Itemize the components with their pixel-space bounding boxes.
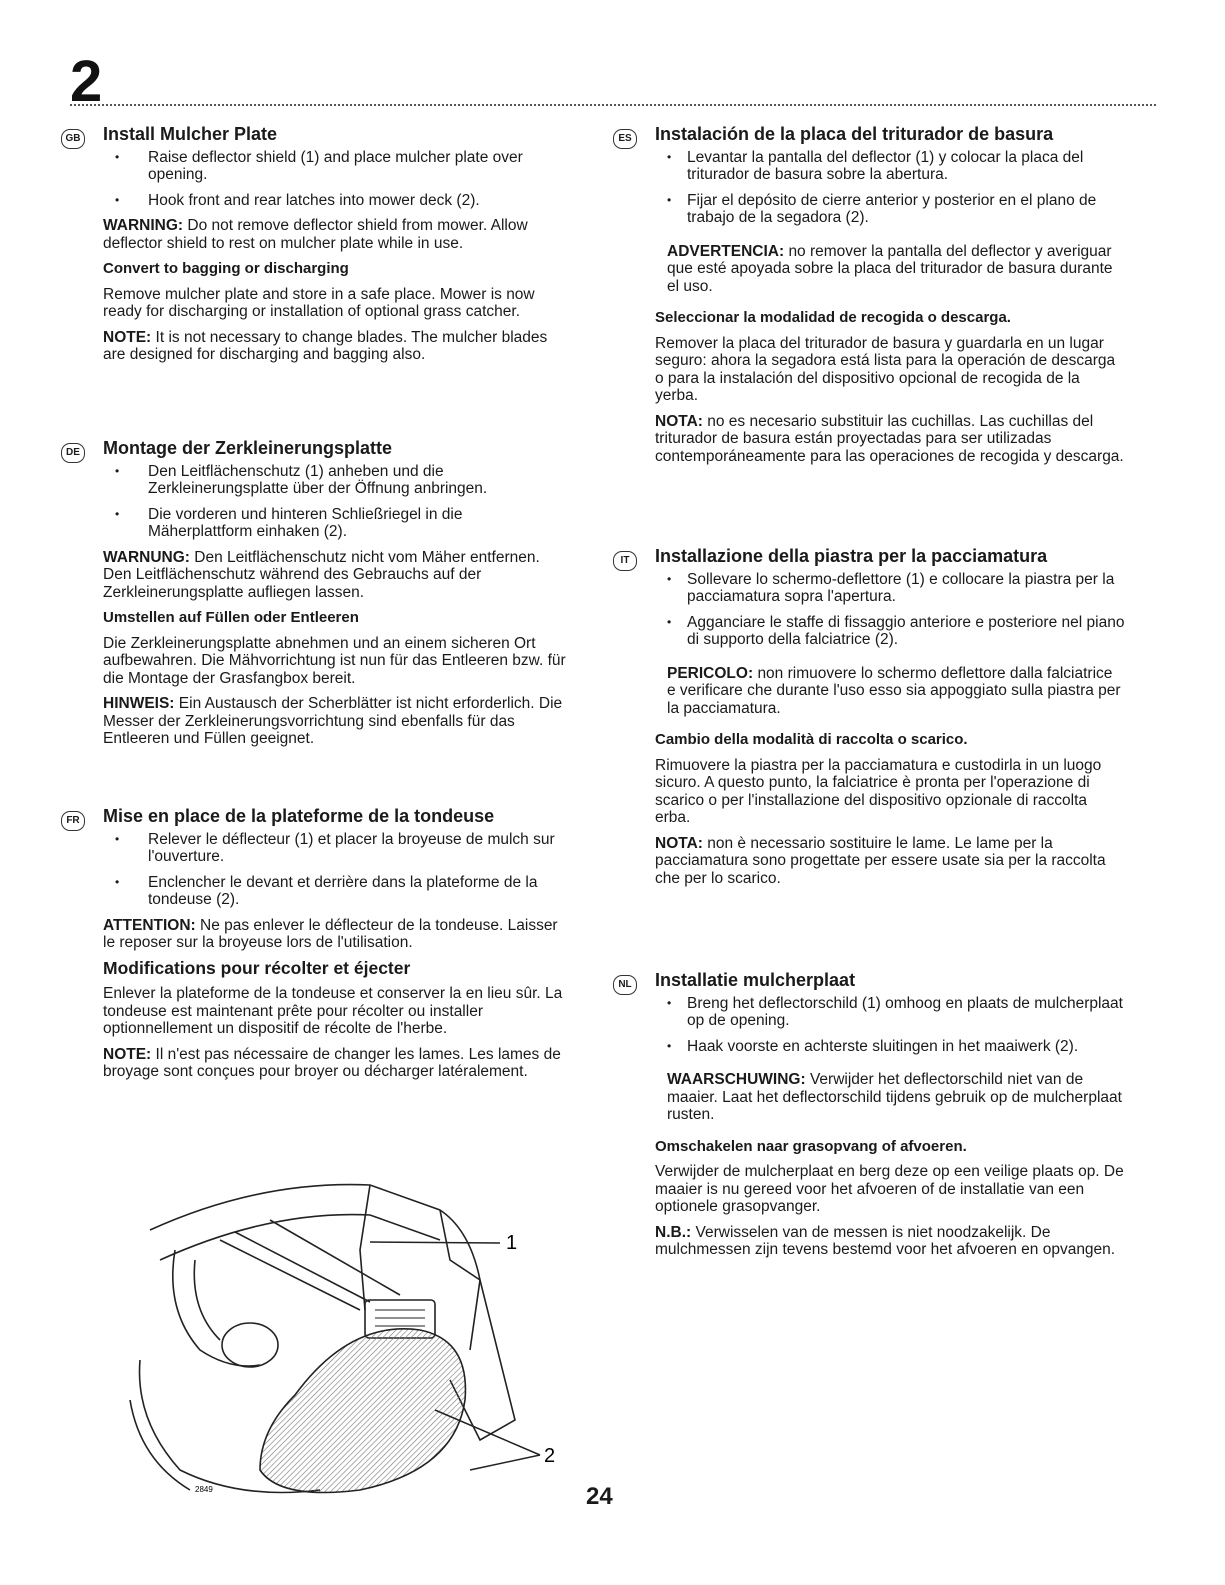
list-item: • Levantar la pantalla del deflector (1) y colocar la placa del triturador de basura sobre la abertura.: [655, 149, 1125, 184]
body-paragraph: Remover la placa del triturador de basura y guardarla en un lugar seguro: ahora la segadora está lista para la operación de descarga o para la instalación del dispositivo opcional de recogida de la yerba.: [655, 334, 1116, 404]
warning-text: non rimuovere lo schermo deflettore dalla falciatrice e verificare che durante l'uso esso sia appoggiato sulla piastra per la pacciamatura.: [667, 664, 1121, 717]
figure-code: 2849: [195, 1485, 213, 1494]
subsection-title: Omschakelen naar grasopvang of afvoeren.: [655, 1137, 967, 1155]
warning-text: Den Leitflächenschutz nicht vom Mäher entfernen. Den Leitflächenschutz während des Gebrauchs auf der Zerkleinerungsplatte aufliegen lassen.: [103, 548, 540, 601]
subsection-title: Modifications pour récolter et éjecter: [103, 957, 411, 978]
body-paragraph: Enlever la plateforme de la tondeuse et conserver la en lieu sûr. La tondeuse est maintenant prête pour récolter ou installer optionnellement un dispositif de récolte de l'herbe.: [103, 985, 563, 1037]
body-paragraph: Rimuovere la piastra per la pacciamatura e custodirla in un luogo sicuro. A questo punto, la falciatrice è pronta per l'operazione di scarico o per l'installazione del dispositivo opzionale di raccolta erba.: [655, 756, 1102, 826]
subsection-title: Cambio della modalità di raccolta o scarico.: [655, 731, 968, 748]
note-paragraph: [103, 1046, 571, 1081]
mulcher-plate-illustration: [120, 1170, 590, 1510]
subsection-title: Umstellen auf Füllen oder Entleeren: [103, 609, 359, 626]
section-title: Installatie mulcherplaat: [655, 970, 856, 990]
warning-label: WARNING:: [103, 217, 184, 234]
note-paragraph: [655, 835, 1125, 888]
list-item: • Breng het deflectorschild (1) omhoog en plaats de mulcherplaat op de opening.: [655, 995, 1125, 1030]
header-rule: [70, 104, 1156, 106]
callout-line-1: [370, 1242, 500, 1243]
note-paragraph: [103, 329, 571, 364]
language-badge-gb: GB: [61, 129, 85, 149]
callout-label-2: 2: [544, 1445, 556, 1467]
note-label: NOTA:: [655, 412, 703, 430]
warning-paragraph: [655, 665, 1125, 718]
section-de: [66, 438, 571, 756]
note-label: NOTE:: [103, 328, 152, 346]
mulcher-plate-shape: [260, 1329, 465, 1493]
list-item: • Fijar el depósito de cierre anterior y posterior en el plano de trabajo de la segadora (2).: [655, 192, 1125, 227]
language-badge-fr: FR: [61, 811, 85, 831]
section-title: Install Mulcher Plate: [103, 124, 278, 144]
section-title: Installazione della piastra per la pacciamatura: [655, 546, 1048, 566]
note-label: N.B.:: [655, 1223, 692, 1241]
section-title: Instalación de la placa del triturador de basura: [655, 124, 1054, 144]
note-paragraph: [655, 1224, 1125, 1259]
note-text: Ein Austausch der Scherblätter ist nicht erforderlich. Die Messer der Zerkleinerungsvorrichtung sind ebenfalls für das Entleeren und Füllen geeignet.: [103, 695, 563, 747]
section-gb: [65, 124, 571, 372]
note-text: Verwisselen van de messen is niet noodzakelijk. De mulchmessen zijn tevens bestemd voor het afvoeren en opvangen.: [655, 1223, 1116, 1258]
warning-text: no remover la pantalla del deflector y averiguar que esté apoyada sobre la placa del triturador de basura durante el uso.: [667, 242, 1113, 295]
language-badge-it: IT: [613, 551, 637, 571]
list-item: • Haak voorste en achterste sluitingen in het maaiwerk (2).: [655, 1038, 1125, 1056]
subsection-title: Seleccionar la modalidad de recogida o descarga.: [655, 309, 1011, 326]
section-es: [618, 124, 1125, 473]
language-badge-de: DE: [61, 443, 85, 463]
warning-text: Do not remove deflector shield from mower. Allow deflector shield to rest on mulcher plate while in use.: [103, 217, 528, 252]
list-item: • Die vorderen und hinteren Schließriegel in die Mäherplattform einhaken (2).: [103, 506, 571, 541]
list-item: • Agganciare le staffe di fissaggio anteriore e posteriore nel piano di supporto della falciatrice (2).: [655, 614, 1125, 649]
note-text: non è necessario sostituire le lame. Le lame per la pacciamatura sono progettate per essere usate sia per la raccolta che per lo scarico.: [655, 834, 1106, 887]
note-paragraph: [655, 413, 1125, 466]
warning-label: ADVERTENCIA:: [667, 242, 785, 260]
warning-paragraph: [103, 549, 571, 602]
section-title: Mise en place de la plateforme de la tondeuse: [103, 806, 495, 826]
body-paragraph: Remove mulcher plate and store in a safe place. Mower is now ready for discharging or installation of optional grass catcher.: [103, 285, 535, 320]
warning-paragraph: [655, 243, 1125, 296]
note-text: no es necesario substituir las cuchillas. Las cuchillas del triturador de basura están proyectadas para ser utilizadas contemporáneamente para las operaciones de recogida y descarga.: [655, 412, 1124, 465]
warning-label: ATTENTION:: [103, 916, 196, 934]
list-item: • Relever le déflecteur (1) et placer la broyeuse de mulch sur l'ouverture.: [103, 831, 571, 866]
list-item: • Raise deflector shield (1) and place mulcher plate over opening.: [103, 149, 571, 184]
warning-paragraph: [103, 917, 571, 952]
note-label: HINWEIS:: [103, 695, 175, 712]
note-paragraph: [103, 695, 571, 748]
section-it: [620, 546, 1125, 895]
section-title: Montage der Zerkleinerungsplatte: [103, 438, 393, 458]
warning-label: WARNUNG:: [103, 548, 190, 566]
body-paragraph: Die Zerkleinerungsplatte abnehmen und an einem sicheren Ort aufbewahren. Die Mähvorrichtung ist nun für das Entleeren bzw. für die Montage der Grasfangbox bereit.: [103, 634, 566, 687]
page-number: 24: [586, 1483, 613, 1510]
warning-label: PERICOLO:: [667, 664, 754, 682]
language-badge-es: ES: [613, 129, 637, 149]
language-badge-nl: NL: [613, 975, 637, 995]
subsection-title: Convert to bagging or discharging: [103, 260, 349, 277]
note-text: Il n'est pas nécessaire de changer les lames. Les lames de broyage sont conçues pour broyer ou décharger latéralement.: [103, 1045, 561, 1080]
chapter-number: 2: [70, 49, 104, 114]
warning-label: WAARSCHUWING:: [667, 1071, 806, 1088]
list-item: • Den Leitflächenschutz (1) anheben und die Zerkleinerungsplatte über der Öffnung anbringen.: [103, 463, 571, 498]
note-text: It is not necessary to change blades. The mulcher blades are designed for discharging and bagging also.: [103, 328, 548, 363]
warning-text: Ne pas enlever le déflecteur de la tondeuse. Laisser le reposer sur la broyeuse lors de l'utilisation.: [103, 916, 558, 951]
note-label: NOTE:: [103, 1045, 152, 1063]
list-item: • Enclencher le devant et derrière dans la plateforme de la tondeuse (2).: [103, 874, 571, 909]
callout-line-2b: [470, 1455, 540, 1470]
list-item: • Hook front and rear latches into mower deck (2).: [103, 192, 571, 210]
callout-label-1: 1: [506, 1232, 518, 1254]
note-label: NOTA:: [655, 834, 703, 852]
section-fr: [66, 806, 571, 1089]
warning-paragraph: [103, 217, 571, 252]
section-nl: [618, 970, 1125, 1267]
warning-paragraph: [655, 1071, 1125, 1124]
list-item: • Sollevare lo schermo-deflettore (1) e collocare la piastra per la pacciamatura sopra l'apertura.: [655, 571, 1125, 606]
body-paragraph: Verwijder de mulcherplaat en berg deze op een veilige plaats op. De maaier is nu gereed voor het afvoeren of de installatie van een optionele grasopvanger.: [655, 1163, 1124, 1215]
warning-text: Verwijder het deflectorschild niet van de maaier. Laat het deflectorschild tijdens gebruik op de mulcherplaat rusten.: [667, 1071, 1122, 1123]
